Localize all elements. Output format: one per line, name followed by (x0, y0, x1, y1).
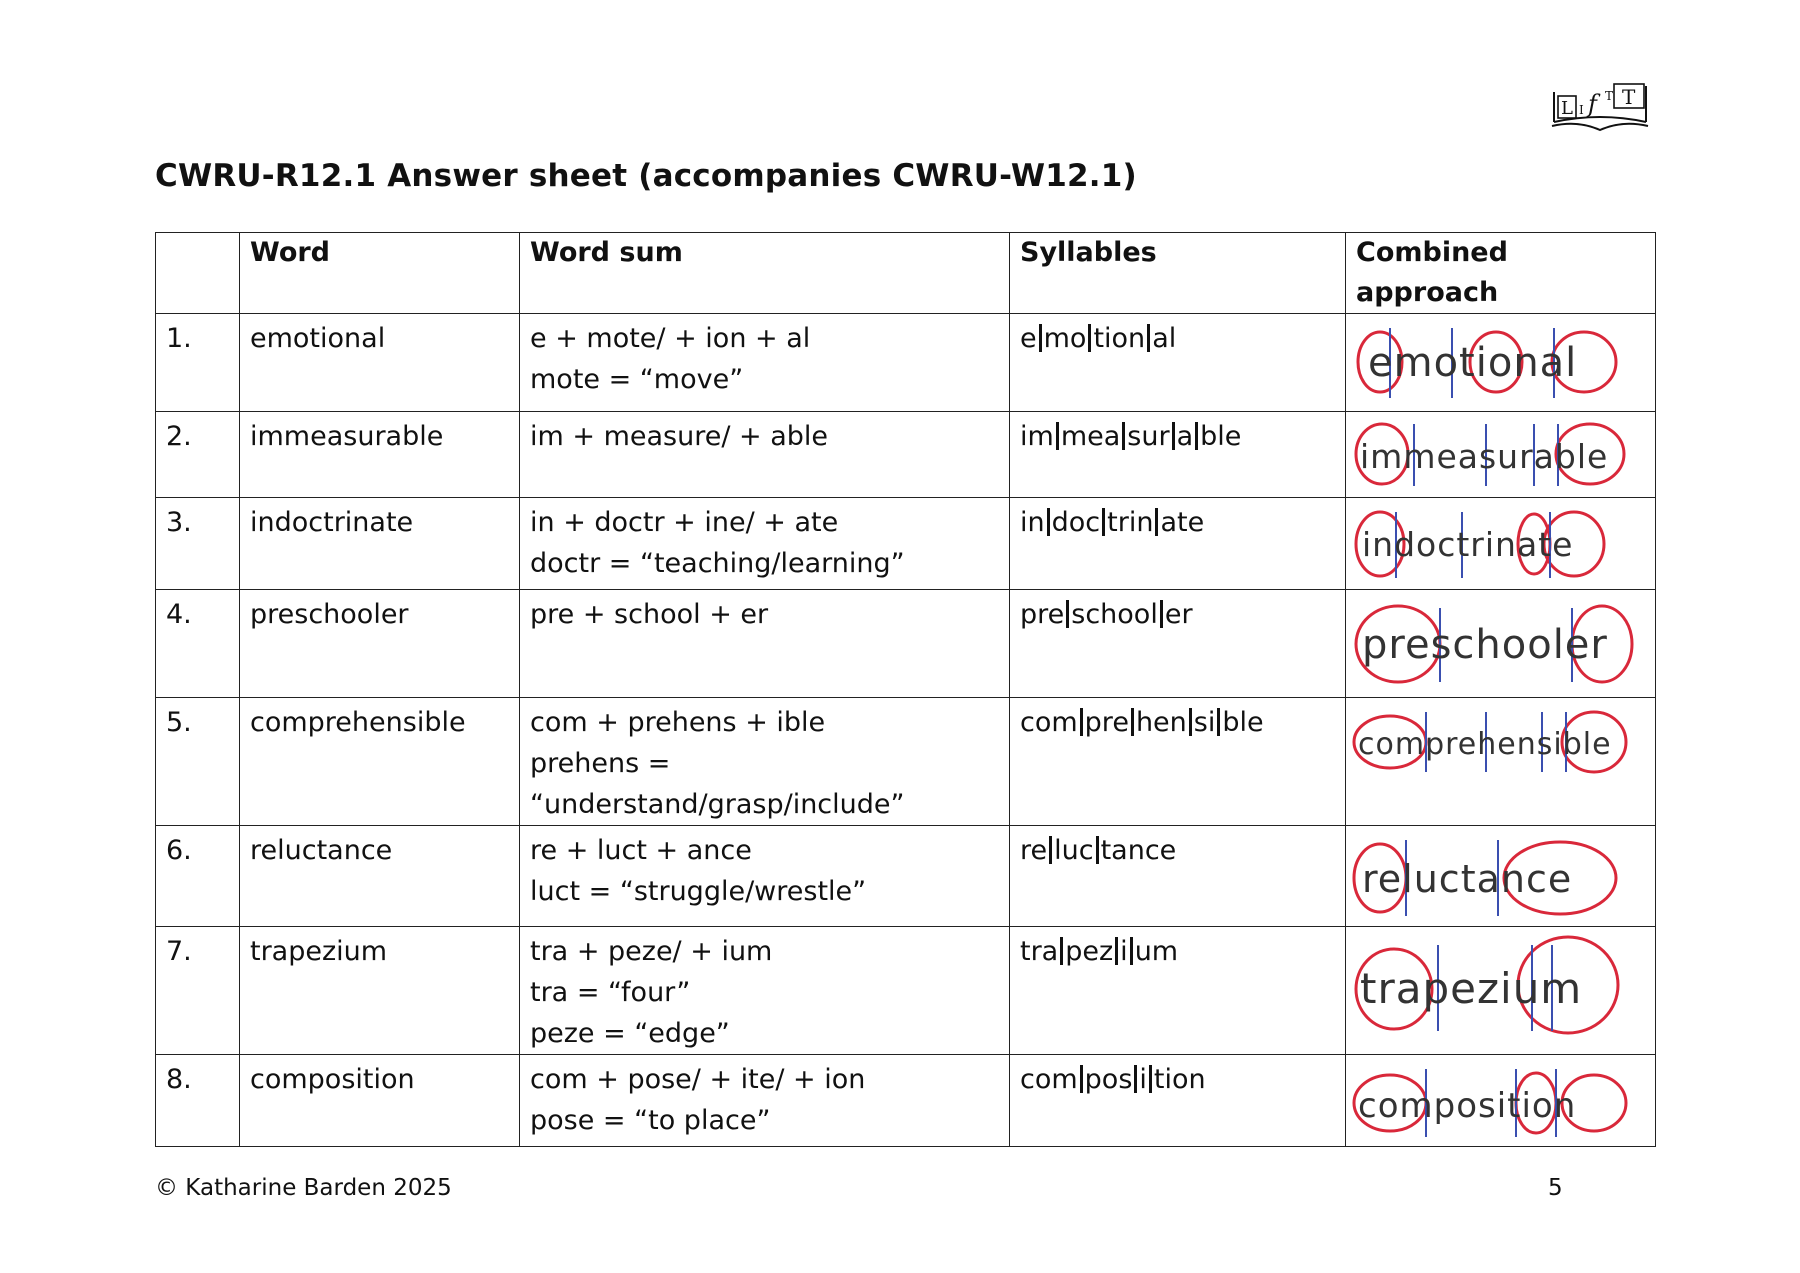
word-cell: comprehensible (240, 698, 520, 826)
syllable: pre (1084, 707, 1129, 738)
syllable: i (1139, 1064, 1147, 1095)
header-word: Word (240, 233, 520, 314)
table-row (156, 412, 1656, 498)
word-cell: reluctance (240, 826, 520, 927)
page-number: 5 (1548, 1175, 1563, 1201)
word-sum-line: com + prehens + ible (530, 707, 826, 738)
word-sum-line: im + measure/ + able (530, 421, 829, 452)
syllables-cell (1010, 1055, 1346, 1147)
syllable: tra (1020, 936, 1059, 967)
syllable: i (1120, 936, 1128, 967)
header-syllables: Syllables (1010, 233, 1346, 314)
word-sum-cell (520, 1055, 1010, 1147)
syllables-cell (1010, 412, 1346, 498)
combined-approach-cell (1346, 412, 1656, 498)
table-row (156, 314, 1656, 412)
svg-text:emotional: emotional (1368, 340, 1578, 386)
syllable: tion (1153, 1064, 1206, 1095)
table-row (156, 698, 1656, 826)
syllables-cell (1010, 498, 1346, 590)
syllable: a (1176, 421, 1194, 452)
svg-text:comprehensible: comprehensible (1358, 727, 1612, 762)
row-number: 7. (156, 927, 240, 1055)
svg-text:immeasurable: immeasurable (1360, 437, 1609, 476)
table-row (156, 498, 1656, 590)
svg-text:trapezium: trapezium (1360, 964, 1583, 1013)
syllable: in (1020, 507, 1045, 538)
combined-approach-diagram (1346, 314, 1636, 410)
syllable: al (1152, 323, 1177, 354)
word-cell: composition (240, 1055, 520, 1147)
word-cell: immeasurable (240, 412, 520, 498)
word-sum-line: pre + school + er (530, 599, 769, 630)
syllable: pez (1065, 936, 1114, 967)
syllables-cell (1010, 590, 1346, 698)
svg-text:I: I (1579, 103, 1584, 117)
word-sum-cell (520, 698, 1010, 826)
word-sum-line: prehens = (530, 748, 671, 779)
combined-approach-diagram (1346, 698, 1636, 782)
word-sum-cell (520, 826, 1010, 927)
combined-approach-diagram (1346, 590, 1636, 696)
syllable: mo (1043, 323, 1087, 354)
syllable: doc (1051, 507, 1101, 538)
word-sum-line: doctr = “teaching/learning” (530, 548, 905, 579)
word-sum-line: pose = “to place” (530, 1105, 771, 1136)
header-row (156, 233, 1656, 314)
syllable: pre (1020, 599, 1065, 630)
syllables-cell (1010, 826, 1346, 927)
syllable: tance (1100, 835, 1177, 866)
syllable: si (1193, 707, 1216, 738)
word-cell: emotional (240, 314, 520, 412)
word-sum-line: tra = “four” (530, 977, 691, 1008)
svg-text:indoctrinate: indoctrinate (1362, 525, 1574, 564)
combined-approach-diagram (1346, 498, 1636, 588)
row-number: 6. (156, 826, 240, 927)
syllable: trin (1107, 507, 1154, 538)
word-sum-line: in + doctr + ine/ + ate (530, 507, 839, 538)
row-number: 4. (156, 590, 240, 698)
svg-text:T: T (1622, 85, 1636, 109)
combined-approach-cell (1346, 498, 1656, 590)
header-combined-approach: Combined approach (1346, 233, 1656, 314)
footer-copyright: © Katharine Barden 2025 (155, 1175, 452, 1201)
syllable: hen (1135, 707, 1187, 738)
table-row (156, 826, 1656, 927)
word-sum-cell (520, 590, 1010, 698)
word-cell: trapezium (240, 927, 520, 1055)
syllable: luc (1054, 835, 1094, 866)
svg-text:reluctance: reluctance (1362, 857, 1573, 901)
combined-approach-diagram (1346, 927, 1636, 1047)
word-sum-line: “understand/grasp/include” (530, 789, 905, 820)
syllable: pos (1084, 1064, 1133, 1095)
row-number: 1. (156, 314, 240, 412)
syllable: com (1020, 707, 1078, 738)
word-sum-line: com + pose/ + ite/ + ion (530, 1064, 866, 1095)
syllables-cell (1010, 698, 1346, 826)
row-number: 3. (156, 498, 240, 590)
syllables-cell (1010, 927, 1346, 1055)
header-word-sum: Word sum (520, 233, 1010, 314)
syllable: ble (1222, 707, 1264, 738)
combined-approach-diagram (1346, 826, 1636, 926)
page-title: CWRU-R12.1 Answer sheet (accompanies CWRU-W12.1) (155, 158, 1137, 194)
syllable: e (1020, 323, 1037, 354)
syllables-cell (1010, 314, 1346, 412)
syllable: im (1020, 421, 1054, 452)
combined-approach-cell (1346, 590, 1656, 698)
lifft-logo (1548, 78, 1652, 136)
row-number: 5. (156, 698, 240, 826)
word-sum-cell (520, 412, 1010, 498)
svg-text:preschooler: preschooler (1362, 622, 1608, 668)
word-sum-line: re + luct + ance (530, 835, 752, 866)
word-sum-line: luct = “struggle/wrestle” (530, 876, 867, 907)
combined-approach-cell (1346, 698, 1656, 826)
table-row (156, 927, 1656, 1055)
svg-text:f: f (1588, 90, 1597, 118)
syllable: ble (1200, 421, 1242, 452)
word-sum-line: tra + peze/ + ium (530, 936, 773, 967)
table-row (156, 590, 1656, 698)
combined-approach-cell (1346, 927, 1656, 1055)
syllable: sur (1127, 421, 1170, 452)
word-sum-line: e + mote/ + ion + al (530, 323, 811, 354)
row-number: 8. (156, 1055, 240, 1147)
word-sum-cell (520, 498, 1010, 590)
word-cell: indoctrinate (240, 498, 520, 590)
syllable: mea (1060, 421, 1121, 452)
row-number: 2. (156, 412, 240, 498)
header-number (156, 233, 240, 314)
word-sum-cell (520, 314, 1010, 412)
syllable: com (1020, 1064, 1078, 1095)
answer-table (155, 232, 1656, 1147)
syllable: school (1071, 599, 1158, 630)
combined-approach-cell (1346, 826, 1656, 927)
combined-approach-diagram (1346, 412, 1636, 496)
syllable: re (1020, 835, 1048, 866)
combined-approach-cell (1346, 1055, 1656, 1147)
syllable: um (1134, 936, 1179, 967)
syllable: tion (1093, 323, 1146, 354)
combined-approach-diagram (1346, 1055, 1636, 1145)
word-cell: preschooler (240, 590, 520, 698)
syllable: ate (1160, 507, 1205, 538)
table-row (156, 1055, 1656, 1147)
svg-text:T: T (1605, 89, 1614, 103)
combined-approach-cell (1346, 314, 1656, 412)
word-sum-line: mote = “move” (530, 364, 744, 395)
svg-text:L: L (1561, 98, 1573, 119)
syllable: er (1164, 599, 1193, 630)
word-sum-cell (520, 927, 1010, 1055)
svg-text:composition: composition (1358, 1086, 1577, 1126)
word-sum-line: peze = “edge” (530, 1018, 730, 1049)
